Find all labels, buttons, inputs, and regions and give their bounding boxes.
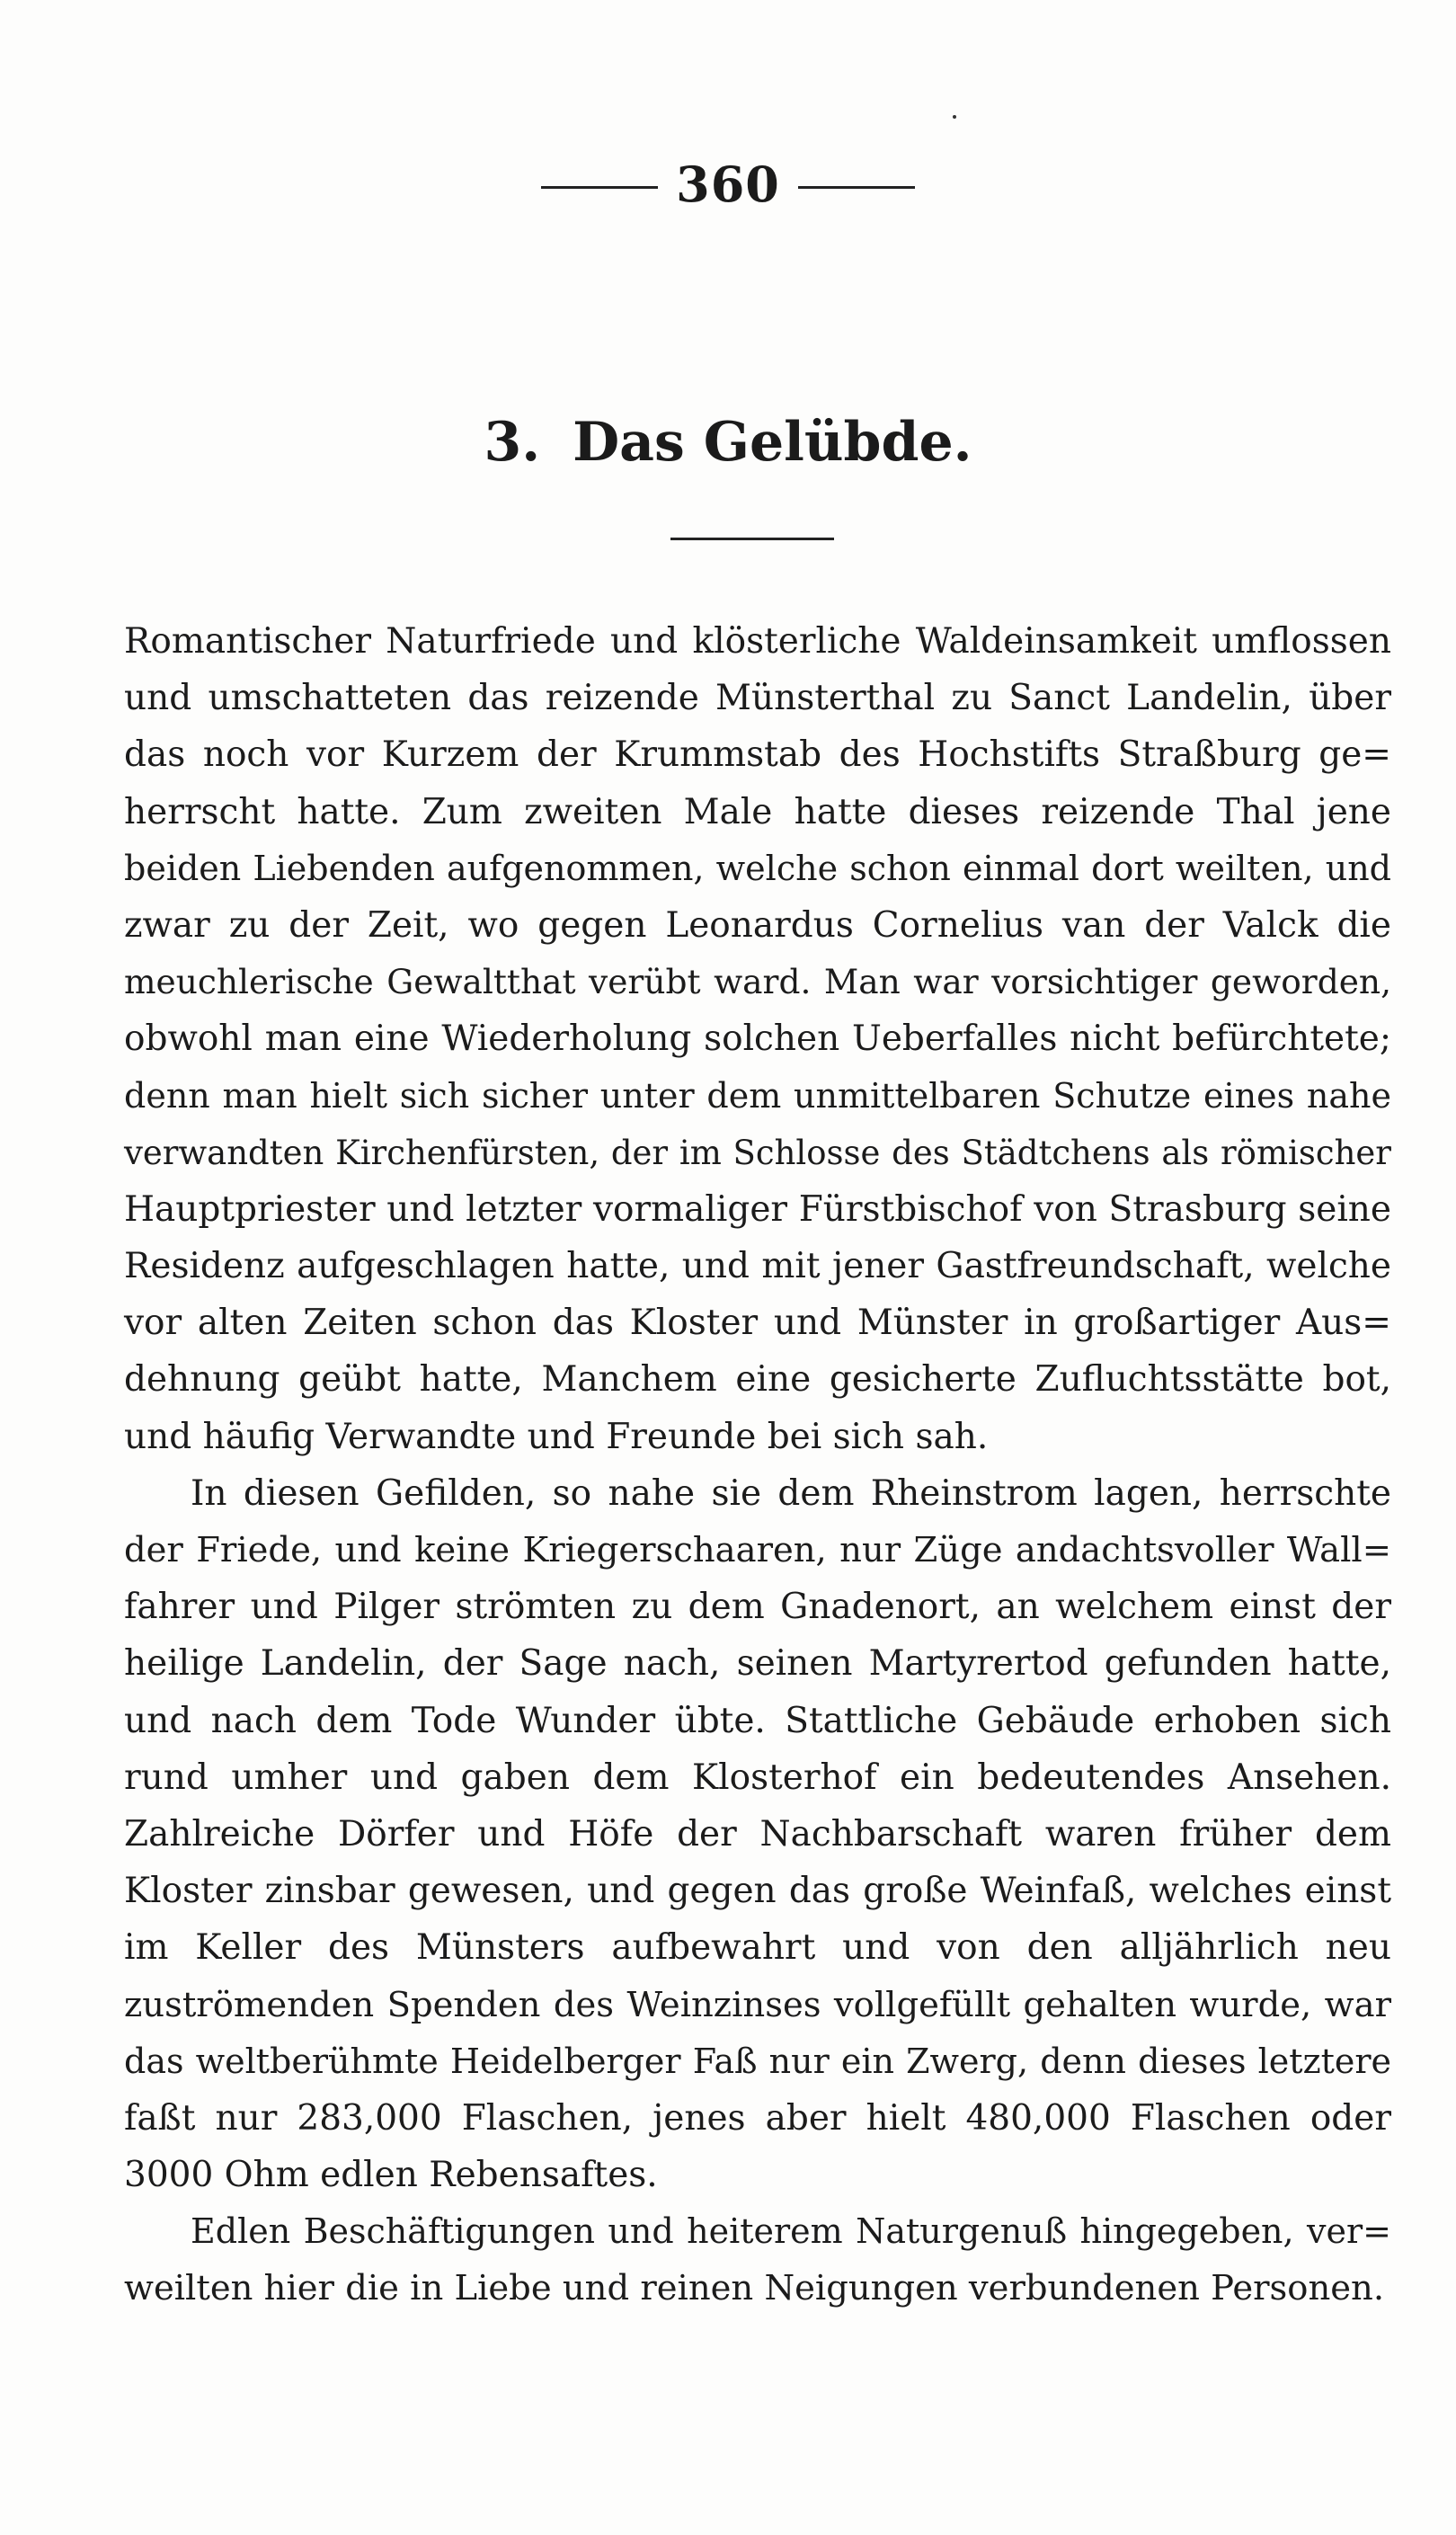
text-line: verwandten Kirchenfürsten, der im Schlosse des Städtchens als römischer bbox=[124, 1133, 1391, 1172]
text-line: das weltberühmte Heidelberger Faß nur ein Zwerg, denn dieses letztere bbox=[124, 2041, 1391, 2081]
text-line: beiden Liebenden aufgenommen, welche schon einmal dort weilten, und bbox=[124, 848, 1391, 888]
text-line: fahrer und Pilger strömten zu dem Gnadenort, an welchem einst der bbox=[124, 1587, 1391, 1628]
ink-speck bbox=[953, 115, 956, 119]
text-line: zuströmenden Spenden des Weinzinses vollgefüllt gehalten wurde, war bbox=[124, 1984, 1391, 2025]
heading-divider bbox=[670, 538, 834, 540]
page-number-right-rule bbox=[798, 186, 915, 189]
text-line: der Friede, und keine Kriegerschaaren, nur Züge andachtsvoller Wall= bbox=[124, 1530, 1391, 1570]
text-line: und umschatteten das reizende Münsterthal zu Sanct Landelin, über bbox=[124, 678, 1391, 719]
text-line: Romantischer Naturfriede und klösterliche Waldeinsamkeit umflossen bbox=[124, 621, 1391, 662]
text-line: denn man hielt sich sicher unter dem unmittelbaren Schutze eines nahe bbox=[124, 1075, 1391, 1116]
page-number: 360 bbox=[676, 156, 780, 213]
chapter-heading bbox=[0, 411, 1456, 474]
text-line: faßt nur 283,000 Flaschen, jenes aber hielt 480,000 Flaschen oder bbox=[124, 2097, 1391, 2139]
text-line: herrscht hatte. Zum zweiten Male hatte dieses reizende Thal jene bbox=[124, 791, 1391, 832]
text-line: meuchlerische Gewaltthat verübt ward. Man war vorsichtiger geworden, bbox=[124, 962, 1391, 1002]
text-line: und häufig Verwandte und Freunde bei sich sah. bbox=[124, 1416, 989, 1457]
text-line: Kloster zinsbar gewesen, und gegen das große Weinfaß, welches einst bbox=[124, 1871, 1391, 1912]
chapter-number: 3. bbox=[484, 411, 541, 474]
text-line: Edlen Beschäftigungen und heiterem Naturgenuß hingegeben, ver= bbox=[191, 2211, 1391, 2252]
page-number-left-rule bbox=[541, 186, 658, 189]
chapter-title: Das Gelübde. bbox=[573, 411, 972, 474]
text-line: In diesen Gefilden, so nahe sie dem Rheinstrom lagen, herrschte bbox=[191, 1472, 1391, 1514]
body-text bbox=[124, 613, 1391, 2317]
paragraph bbox=[124, 2203, 1391, 2317]
text-line: zwar zu der Zeit, wo gegen Leonardus Cornelius van der Valck die bbox=[124, 904, 1391, 946]
text-line: heilige Landelin, der Sage nach, seinen Martyrertod gefunden hatte, bbox=[124, 1643, 1391, 1685]
text-line: vor alten Zeiten schon das Kloster und Münster in großartiger Aus= bbox=[124, 1303, 1391, 1344]
text-line: im Keller des Münsters aufbewahrt und von den alljährlich neu bbox=[124, 1927, 1391, 1969]
text-line: Residenz aufgeschlagen hatte, und mit jener Gastfreundschaft, welche bbox=[124, 1246, 1391, 1287]
text-line: das noch vor Kurzem der Krummstab des Hochstifts Straßburg ge= bbox=[124, 734, 1391, 776]
paragraph bbox=[124, 613, 1391, 1465]
text-line: Zahlreiche Dörfer und Höfe der Nachbarschaft waren früher dem bbox=[124, 1813, 1391, 1855]
text-line: und nach dem Tode Wunder übte. Stattliche Gebäude erhoben sich bbox=[124, 1700, 1391, 1741]
text-line: obwohl man eine Wiederholung solchen Ueberfalles nicht befürchtete; bbox=[124, 1018, 1391, 1060]
paragraph bbox=[124, 1465, 1391, 2203]
text-line: 3000 Ohm edlen Rebensaftes. bbox=[124, 2155, 658, 2196]
text-line: rund umher und gaben dem Klosterhof ein bedeutendes Ansehen. bbox=[124, 1757, 1391, 1798]
text-line: Hauptpriester und letzter vormaliger Fürstbischof von Strasburg seine bbox=[124, 1188, 1391, 1230]
text-line: dehnung geübt hatte, Manchem eine gesicherte Zufluchtsstätte bot, bbox=[124, 1359, 1391, 1401]
page-header bbox=[0, 156, 1456, 213]
text-line: weilten hier die in Liebe und reinen Neigungen verbundenen Personen. bbox=[124, 2268, 1385, 2309]
